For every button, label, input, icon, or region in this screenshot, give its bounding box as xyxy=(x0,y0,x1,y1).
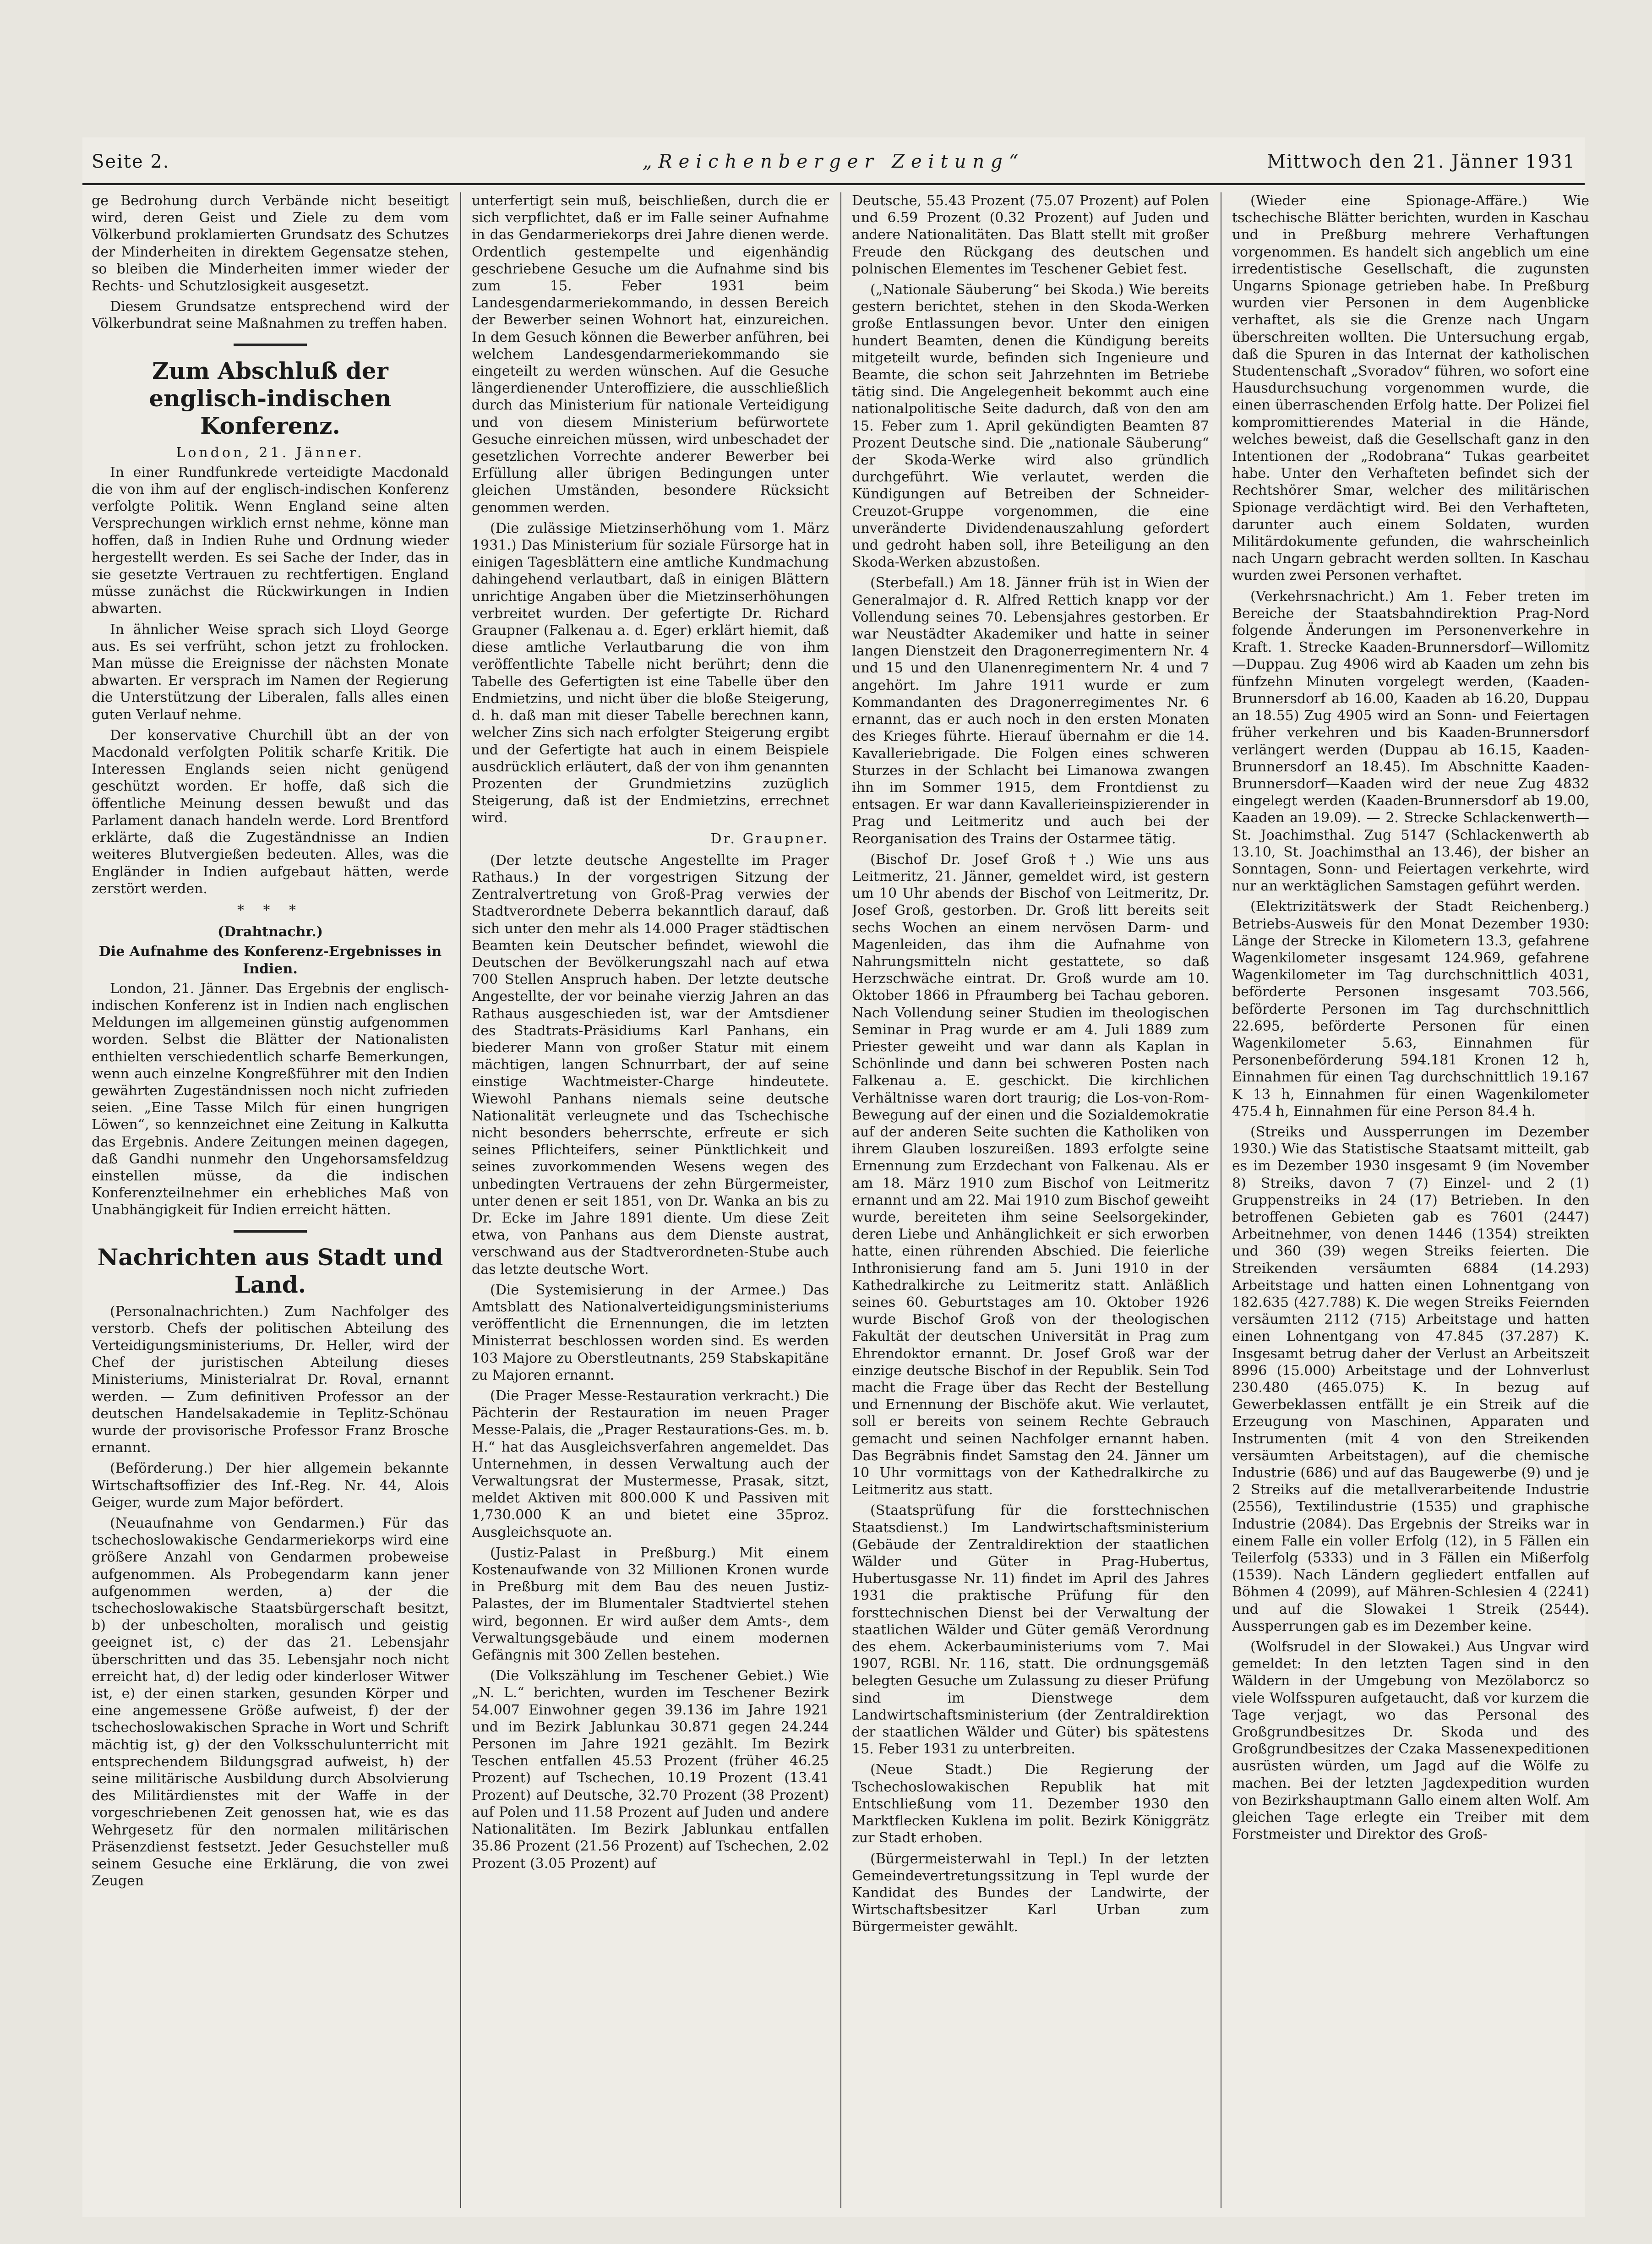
column-3 xyxy=(852,192,1209,2208)
news-item: („Nationale Säuberung“ bei Skoda.) Wie bereits gestern berichtet, stehen in den Skoda-Werken große Entlassungen bevor. Unter den einigen hundert Beamten, denen die Kündigung bereits mitgeteilt wurde, befinden sich Ingenieure und Beamte, die schon seit Jahrzehnten im Betriebe tätig sind. Die Angelegenheit bekommt auch eine nationalpolitische Seite dadurch, daß von den am 15. Feber zum 1. April gekündigten Beamten 87 Prozent Deutsche sind. Die „nationale Säuberung“ der Skoda-Werke wird also gründlich durchgeführt. Wie verlautet, werden die Kündigungen auf Betreiben der Schneider-Creuzot-Gruppe vorgenommen, die eine unveränderte Dividendenauszahlung gefordert und gedroht haben soll, ihre Beteiligung an den Skoda-Werken abzustoßen. xyxy=(852,282,1209,571)
separator-stars: * * * xyxy=(237,902,304,918)
column-rule xyxy=(840,192,841,2208)
news-item: (Wolfsrudel in der Slowakei.) Aus Ungvar wird gemeldet: In den letzten Tagen sind in den Wäldern in der Umgebung von Mezölaborcz so viele Wolfsspuren aufgetaucht, daß vor kurzem die Tage verjagt, wo das Personal des Großgrundbesitzes Dr. Skoda und des Großgrundbesitzes der Czaka Massenexpeditionen ausrüsten würden, um Jagd auf die Wölfe zu machen. Bei der letzten Jagdexpedition wurden von Bezirkshauptmann Gallo einem alten Wolf. Am gleichen Tage erlegte ein Treiber mit dem Forstmeister und Direktor des Groß- xyxy=(1232,1639,1589,1843)
signature: Dr. Graupner. xyxy=(710,830,829,847)
page-header xyxy=(92,151,1576,183)
news-item: (Wieder eine Spionage-Affäre.) Wie tschechische Blätter berichten, wurden in Kaschau und in Preßburg mehrere Verhaftungen vorgenommen. Es handelt sich angeblich um eine irredentistische Gesellschaft, die zugunsten Ungarns Spionage getrieben habe. In Preßburg wurden vier Personen in dem Augenblicke verhaftet, als sie die Grenze nach Ungarn überschreiten wollten. Die Untersuchung ergab, daß die Spuren in das Internat der katholischen Studentenschaft „Svoradov“ führen, wo sofort eine Hausdurchsuchung vorgenommen wurde, die einen überraschenden Erfolg hatte. Der Polizei fiel kompromittierendes Material in die Hände, welches beweist, daß die Gesellschaft ganz in den Intentionen der „Rodobrana“ Tukas gearbeitet habe. Unter den Verhafteten befindet sich der Rechtshörer Smar, welcher des militärischen Spionage verdächtigt wird. Bei den Verhafteten, darunter auch einem Soldaten, wurden Militärdokumente gefunden, die wahrscheinlich nach Ungarn gebracht werden sollten. In Kaschau wurden zwei Personen verhaftet. xyxy=(1232,193,1589,584)
news-item: (Neuaufnahme von Gendarmen.) Für das tschechoslowakische Gendarmeriekorps wird eine größere Anzahl von Gendarmen probeweise aufgenommen. Als Probegendarm kann jener aufgenommen werden, a) der die tschechoslowakische Staatsbürgerschaft besitzt, b) der unbescholten, moralisch und geistig geeignet ist, c) der das 21. Lebensjahr überschritten und das 35. Lebensjahr noch nicht erreicht hat, d) der ledig oder kinderloser Witwer ist, e) der einen starken, gesunden Körper und eine angemessene Größe aufweist, f) der der tschechoslowakischen Sprache in Wort und Schrift mächtig ist, g) der den Volksschulunterricht mit entsprechendem Bildungsgrad aufweist, h) der seine militärische Ausbildung durch Absolvierung des Militärdienstes mit der Waffe in der vorgeschriebenen Zeit genossen hat, wie es das Wehrgesetz für den normalen militärischen Präsenzdienst festsetzt. Jeder Gesuchsteller muß seinem Gesuche eine Erklärung, die von zwei Zeugen xyxy=(92,1515,449,1889)
divider xyxy=(234,344,307,346)
news-item: (Die Systemisierung in der Armee.) Das Amtsblatt des Nationalverteidigungsministeriums veröffentlicht die Ernennungen, die im letzten Ministerrat beschlossen worden sind. Es werden 103 Majore zu Oberstleutnants, 259 Stabskapitäne zu Majoren ernannt. xyxy=(472,1282,829,1383)
subheading: Die Aufnahme des Konferenz-Ergebnisses in Indien. xyxy=(98,944,442,977)
subheading: (Drahtnachr.) xyxy=(217,924,323,940)
dateline: London, 21. Jänner. xyxy=(176,444,365,461)
news-item: (Der letzte deutsche Angestellte im Prager Rathaus.) In der vorgestrigen Sitzung der Zentralvertretung von Groß-Prag verwies der Stadtverordnete Deberra bekanntlich darauf, daß sich unter den mehr als 14.000 Prager städtischen Beamten kein Deutscher befindet, wiewohl die Deutschen der Bevölkerungszahl nach auf etwa 700 Stellen Anspruch haben. Der letzte deutsche Angestellte, der vor beinahe vierzig Jahren an das Rathaus ausgeschieden ist, war der Amtsdiener des Stadtrats-Präsidiums Karl Panhans, ein biederer Mann von großer Statur mit einem mächtigen, langen Schnurrbart, der auf seine einstige Wachtmeister-Charge hindeutete. Wiewohl Panhans niemals seine deutsche Nationalität verleugnete und das Tschechische nicht besonders beherrschte, erfreute er sich seines Pflichteifers, seiner Pünktlichkeit und seines zuvorkommenden Wesens wegen des unbedingten Vertrauens der zehn Bürgermeister, unter denen er seit 1851, von Dr. Wanka an bis zu Dr. Ecke im Jahre 1891 diente. Um diese Zeit etwa, von Panhans aus dem Dienste austrat, verschwand aus der Stadtverordneten-Stube auch das letzte deutsche Wort. xyxy=(472,852,829,1278)
news-item: (Die Prager Messe-Restauration verkracht.) Die Pächterin der Restauration im neuen Prager Messe-Palais, die „Prager Restaurations-Ges. m. b. H.“ hat das Ausgleichsverfahren angemeldet. Das Unternehmen, in dessen Verwaltung auch der Verwaltungsrat der Mustermesse, Prasak, sitzt, meldet Aktiven mit 800.000 K und Passiven mit 1,730.000 K an und bietet eine 35proz. Ausgleichsquote an. xyxy=(472,1388,829,1540)
news-item: (Die Volkszählung im Teschener Gebiet.) Wie „N. L.“ berichten, wurden im Teschener Bezirk 54.007 Einwohner gegen 39.136 im Jahre 1921 und im Bezirk Jablunkau 30.871 gegen 24.244 Personen im Jahre 1921 gezählt. Im Bezirk Teschen entfallen 45.53 Prozent (früher 46.25 Prozent) auf Tschechen, 10.19 Prozent (13.41 Prozent) auf Deutsche, 32.70 Prozent (38 Prozent) auf Polen und 11.58 Prozent auf Juden und andere Nationalitäten. Im Bezirk Jablunkau entfallen 35.86 Prozent (21.56 Prozent) auf Tschechen, 2.02 Prozent (3.05 Prozent) auf xyxy=(472,1668,829,1872)
news-item: (Verkehrsnachricht.) Am 1. Feber treten im Bereiche der Staatsbahndirektion Prag-Nord folgende Änderungen im Personenverkehre in Kraft. 1. Strecke Kaaden-Brunnersdorf—Willomitz—Duppau. Zug 4906 wird ab Kaaden um zehn bis fünfzehn Minuten vorgelegt werden, (Kaaden-Brunnersdorf ab 16.00, Kaaden ab 16.20, Duppau an 18.55) Zug 4905 wird an Sonn- und Feiertagen früher verkehren und bis Kaaden-Brunnersdorf verlängert werden (Duppau ab 16.15, Kaaden-Brunnersdorf an 18.45). Im Abschnitte Kaaden-Brunnersdorf—Kaaden wird der neue Zug 4832 eingelegt werden (Kaaden-Brunnersdorf ab 19.00, Kaaden an 19.09). — 2. Strecke Schlackenwerth—St. Joachimsthal. Zug 5147 (Schlackenwerth ab 13.10, St. Joachimsthal an 13.46), der bisher an Sonntagen, Sonn- und Feiertagen verkehrte, wird nur an werktäglichen Samstagen geführt werden. xyxy=(1232,588,1589,895)
page-label: Seite 2. xyxy=(92,151,170,172)
news-item: (Sterbefall.) Am 18. Jänner früh ist in Wien der Generalmajor d. R. Alfred Rettich knapp vor der Vollendung seines 70. Lebensjahres gestorben. Er war Neustädter Akademiker und hatte in seiner langen Dienstzeit den Dragonerregimentern Nr. 4 und 15 und den Ulanenregimentern Nr. 4 und 7 angehört. Im Jahre 1911 wurde er zum Kommandanten des Dragonerregimentes Nr. 6 ernannt, das er auch noch in den ersten Monaten des Krieges führte. Hierauf übernahm er die 14. Kavalleriebrigade. Die Folgen eines schweren Sturzes in der Schlacht bei Limanowa zwangen ihn im Sommer 1915, dem Frontdienst zu entsagen. Er war dann Kavallerieinspizierender in Prag und Leitmeritz und auch bei der Reorganisation des Trains der Ostarmee tätig. xyxy=(852,575,1209,847)
newspaper-page xyxy=(82,137,1589,2217)
article-headline: Zum Abschluß der englisch-indischen Konferenz. xyxy=(149,357,392,439)
column-2 xyxy=(472,192,829,2208)
news-item: (Beförderung.) Der hier allgemein bekannte Wirtschaftsoffizier des Inf.-Reg. Nr. 44, Alois Geiger, wurde zum Major befördert. xyxy=(92,1460,449,1511)
section-headline: Nachrichten aus Stadt und Land. xyxy=(97,1243,443,1298)
news-item: (Personalnachrichten.) Zum Nachfolger des verstorb. Chefs der politischen Abteilung des Verteidigungsministeriums, Dr. Heller, wird der Chef der juristischen Abteilung dieses Ministeriums, Ministerialrat Dr. Roval, ernannt werden. — Zum definitiven Professor an der deutschen Handelsakademie in Teplitz-Schönau wurde der provisorische Professor Franz Brosche ernannt. xyxy=(92,1303,449,1456)
columns xyxy=(92,192,1589,2208)
news-item: (Staatsprüfung für die forsttechnischen Staatsdienst.) Im Landwirtschaftsministerium (Gebäude der Zentraldirektion der staatlichen Wälder und Güter in Prag-Hubertus, Hubertusgasse Nr. 11) findet im April des Jahres 1931 die praktische Prüfung für den forsttechnischen Dienst bei der Verwaltung der staatlichen Wälder und Güter gemäß Verordnung des ehem. Ackerbauministeriums vom 7. Mai 1907, RGBl. Nr. 116, statt. Die ordnungsgemäß belegten Gesuche um Zulassung zu dieser Prüfung sind im Dienstwege dem Landwirtschaftsministerium (der Zentraldirektion der staatlichen Wälder und Güter) bis spätestens 15. Feber 1931 zu unterbreiten. xyxy=(852,1502,1209,1758)
paper-name: „Reichenberger Zeitung“ xyxy=(642,151,1025,172)
article-text: Diesem Grundsatze entsprechend wird der Völkerbundrat seine Maßnahmen zu treffen haben. xyxy=(92,299,449,332)
news-item: (Streiks und Aussperrungen im Dezember 1930.) Wie das Statistische Staatsamt mitteilt, gab es im Dezember 1930 insgesamt 9 (im November 8) Streiks, davon 7 (7) Einzel- und 2 (1) Gruppenstreiks in 24 (17) Betrieben. In den betroffenen Gebieten gab es 7601 (2447) Arbeitnehmer, von denen 1446 (1354) streikten und 360 (39) wegen Streiks feierten. Die Streikenden versäumten 6884 (14.293) Arbeitstage und hatten einen Lohnentgang von 182.635 (427.788) K. Die wegen Streiks Feiernden versäumten 2112 (715) Arbeitstage und hatten einen Lohnentgang von 47.845 (37.287) K. Insgesamt betrug daher der Verlust an Arbeitszeit 8996 (15.000) Arbeitstage und der Lohnverlust 230.480 (465.075) K. In bezug auf Gewerbeklassen entfällt je ein Streik auf die Erzeugung von Maschinen, Apparaten und Instrumenten (mit 4 von den Streikenden versäumten Arbeitstagen), auf die chemische Industrie (686) und auf das Baugewerbe (9) und je 2 Streiks auf die metallverarbeitende Industrie (2556), Textilindustrie (1535) und graphische Industrie (2084). Das Ergebnis der Streiks war in einem Falle ein voller Erfolg (12), in 5 Fällen ein Teilerfolg (5333) und in 3 Fällen ein Mißerfolg (1539). Nach Ländern gegliedert entfallen auf Böhmen 4 (2099), auf Mähren-Schlesien 4 (2241) und auf die Slowakei 1 Streik (2544). Aussperrungen gab es im Dezember keine. xyxy=(1232,1124,1589,1634)
article-text: ge Bedrohung durch Verbände nicht beseitigt wird, deren Geist und Ziele zu dem vom Völkerbund proklamierten Grundsatz des Schutzes der Minderheiten in direktem Gegensatze stehen, so bleiben die Minderheiten immer wieder der Rechts- und Schutzlosigkeit ausgesetzt. xyxy=(92,193,449,295)
news-item: (Bischof Dr. Josef Groß †.) Wie uns aus Leitmeritz, 21. Jänner, gemeldet wird, ist gestern um 10 Uhr abends der Bischof von Leitmeritz, Dr. Josef Groß, gestorben. Dr. Groß litt bereits seit sechs Wochen an einem nervösen Darm- und Magenleiden, das ihm die Aufnahme von Nahrungsmitteln nicht gestattete, so daß Herzschwäche eintrat. Dr. Groß wurde am 10. Oktober 1866 in Pfraumberg bei Tachau geboren. Nach Vollendung seiner Studien im theologischen Seminar in Prag wurde er am 4. Juli 1889 zum Priester geweiht und war dann als Kaplan in Schönlinde und dann bei schweren Posten nach Falkenau a. E. geschickt. Die kirchlichen Verhältnisse waren dort traurig; die Los-von-Rom-Bewegung auf der einen und die Sozialdemokratie auf der anderen Seite suchten die Katholiken von ihrem Glauben loszureißen. 1893 erfolgte seine Ernennung zum Erzdechant von Falkenau. Als er am 18. März 1910 zum Bischof von Leitmeritz ernannt und am 22. Mai 1910 zum Bischof geweiht wurde, bereiteten ihm seine Seelsorgekinder, deren Liebe und Anhänglichkeit er sich erworben hatte, einen rührenden Abschied. Die feierliche Inthronisierung fand am 5. Juni 1910 in der Kathedralkirche zu Leitmeritz statt. Anläßlich seines 60. Geburtstages am 10. Oktober 1926 wurde Bischof Groß von der theologischen Fakultät der deutschen Universität in Prag zum Ehrendoktor ernannt. Dr. Josef Groß war der einzige deutsche Bischof in der Republik. Sein Tod macht die Frage über das Recht der Bestellung und Ernennung der Bischöfe akut. Wie verlautet, soll er bereits von seinem Rechte Gebrauch gemacht und seinen Nachfolger ernannt haben. Das Begräbnis findet Samstag den 24. Jänner um 10 Uhr vormittags von der Kathedralkirche zu Leitmeritz aus statt. xyxy=(852,851,1209,1498)
article-text: London, 21. Jänner. Das Ergebnis der englisch-indischen Konferenz ist in Indien nach englischen Meldungen im allgemeinen günstig aufgenommen worden. Selbst die Blätter der Nationalisten enthielten verschiedentlich scharfe Bemerkungen, wenn auch einzelne Kongreßführer mit den Indien gewährten Zugeständnissen noch nicht zufrieden seien. „Eine Tasse Milch für einen hungrigen Löwen“, so kennzeichnet eine Zeitung in Kalkutta das Ergebnis. Andere Zeitungen meinen dagegen, daß Gandhi nunmehr den Ungehorsamsfeldzug einstellen müsse, da die indischen Konferenzteilnehmer ein erhebliches Maß von Unabhängigkeit für Indien erreicht hätten. xyxy=(92,980,449,1218)
column-4 xyxy=(1232,192,1589,2208)
date-line: Mittwoch den 21. Jänner 1931 xyxy=(1267,151,1576,172)
news-item: (Elektrizitätswerk der Stadt Reichenberg.) Betriebs-Ausweis für den Monat Dezember 1930: Länge der Strecke in Kilometern 13.3, gefahrene Wagenkilometer insgesamt 124.969, gefahrene Wagenkilometer im Tag durchschnittlich 4031, beförderte Personen insgesamt 703.566, beförderte Personen im Tag durchschnittlich 22.695, beförderte Personen für einen Wagenkilometer 5.63, Einnahmen für Personenbeförderung 594.181 Kronen 12 h, Einnahmen für einen Tag durchschnittlich 19.167 K 13 h, Einnahmen für einen Wagenkilometer 475.4 h, Einnahmen für eine Person 84.4 h. xyxy=(1232,899,1589,1119)
column-1 xyxy=(92,192,449,2208)
news-item: unterfertigt sein muß, beischließen, durch die er sich verpflichtet, daß er im Falle seiner Aufnahme in das Gendarmeriekorps drei Jahre dienen werde. Ordentlich gestempelte und eigenhändig geschriebene Gesuche um die Aufnahme sind bis zum 15. Feber 1931 beim Landesgendarmeriekommando, in dessen Bereich der Bewerber seinen Wohnort hat, einzureichen. In dem Gesuch können die Bewerber anführen, bei welchem Landesgendarmeriekommando sie eingeteilt zu werden wünschen. Auf die Gesuche längerdienender Unteroffiziere, die ausschließlich durch das Ministerium für nationale Verteidigung und von diesem Ministerium befürwortete Gesuche einreichen müssen, wird unbeschadet der gesetzlichen Vorrechte anderer Bewerber bei Erfüllung aller übrigen Bedingungen unter gleichen Umständen, besondere Rücksicht genommen werden. xyxy=(472,193,829,516)
header-rule xyxy=(82,183,1585,185)
news-item: (Die zulässige Mietzinserhöhung vom 1. März 1931.) Das Ministerium für soziale Fürsorge hat in einigen Tagesblättern eine amtliche Kundmachung dahingehend verlautbart, daß in einigen Blättern unrichtige Angaben über die Mietzinserhöhungen verbreitet wurden. Der gefertigte Dr. Richard Graupner (Falkenau a. d. Eger) erklärt hiemit, daß diese amtliche Verlautbarung die von ihm veröffentlichte Tabelle nicht berührt; denn die Tabelle des Gefertigten ist eine Tabelle über den Endmietzins, und nicht über die bloße Steigerung, d. h. daß man mit dieser Tabelle berechnen kann, welcher Zins sich nach erfolgter Steigerung ergibt und der Gefertigte hat auch in einem Beispiele ausdrücklich erläutert, daß der von ihm genannten Prozenten der Grundmietzins zuzüglich Steigerung, daß ist der Endmietzins, errechnet wird. xyxy=(472,520,829,826)
article-text: In einer Rundfunkrede verteidigte Macdonald die von ihm auf der englisch-indischen Konferenz verfolgte Politik. Wenn England seine alten Versprechungen wirklich ernst nehme, könne man hoffen, daß in Indien Ruhe und Ordnung wieder hergestellt werden. Es sei Sache der Inder, das in sie gesetzte Vertrauen zu rechtfertigen. England müsse zunächst die Rückwirkungen in Indien abwarten. xyxy=(92,464,449,617)
article-text: In ähnlicher Weise sprach sich Lloyd George aus. Es sei verfrüht, schon jetzt zu frohlocken. Man müsse die Ereignisse der nächsten Monate abwarten. Er versprach im Namen der Regierung die Unterstützung der Liberalen, falls alles einen guten Verlauf nehme. xyxy=(92,621,449,723)
article-text: Der konservative Churchill übt an der von Macdonald verfolgten Politik scharfe Kritik. Die Interessen Englands seien nicht genügend geschützt worden. Er hoffe, daß sich die öffentliche Meinung dessen bewußt und das Parlament danach handeln werde. Lord Brentford erklärte, daß die Zugeständnisse an Indien weiteres Blutvergießen bedeuten. Alles, was die Engländer in Indien aufgebaut hätten, werde zerstört werden. xyxy=(92,727,449,897)
news-item: (Neue Stadt.) Die Regierung der Tschechoslowakischen Republik hat mit Entschließung vom 11. Dezember 1930 den Marktflecken Kuklena im polit. Bezirk Königgrätz zur Stadt erhoben. xyxy=(852,1762,1209,1846)
news-item: Deutsche, 55.43 Prozent (75.07 Prozent) auf Polen und 6.59 Prozent (0.32 Prozent) auf Juden und andere Nationalitäten. Das Blatt stellt mit großer Freude den Rückgang des deutschen und polnischen Elementes im Teschener Gebiet fest. xyxy=(852,193,1209,277)
column-rule xyxy=(460,192,461,2208)
news-item: (Bürgermeisterwahl in Tepl.) In der letzten Gemeindevertretungssitzung in Tepl wurde der Kandidat des Bundes der Landwirte, der Wirtschaftsbesitzer Karl Urban zum Bürgermeister gewählt. xyxy=(852,1851,1209,1935)
news-item: (Justiz-Palast in Preßburg.) Mit einem Kostenaufwande von 32 Millionen Kronen wurde in Preßburg mit dem Bau des neuen Justiz-Palastes, der im Blumentaler Stadtviertel stehen wird, begonnen. Er wird außer dem Amts-, dem Verwaltungsgebäude und einem modernen Gefängnis mit 300 Zellen bestehen. xyxy=(472,1545,829,1664)
divider xyxy=(234,1230,307,1233)
